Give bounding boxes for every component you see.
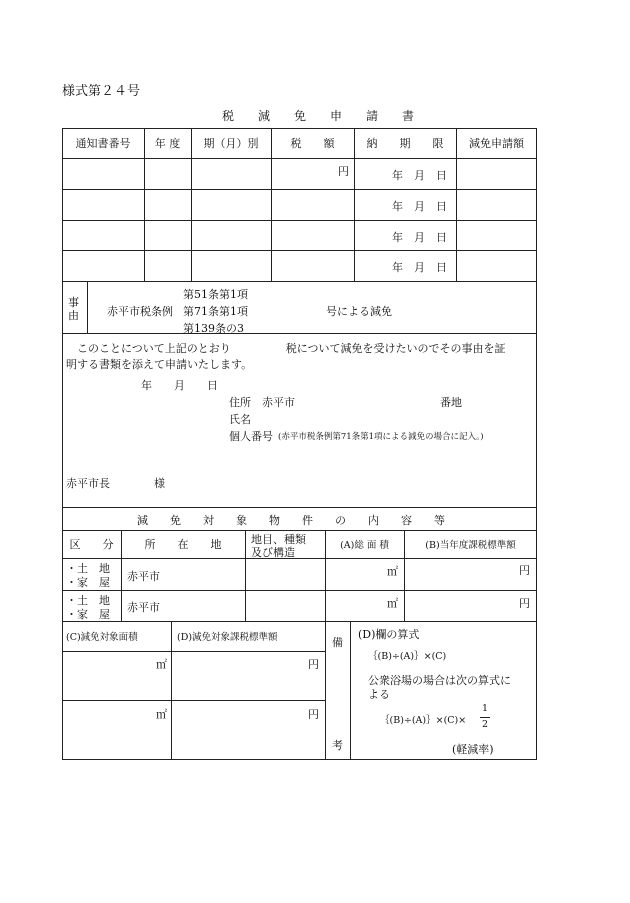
header-total-area: (A)総 面 積 — [340, 540, 389, 551]
reduction-rate-label: (軽減率) — [452, 743, 494, 756]
address-city: 赤平市 — [262, 396, 295, 409]
tax-yen-unit: 円 — [338, 165, 349, 178]
reason-article-51: 第51条第1項 — [183, 288, 248, 301]
reason-label-2: 由 — [68, 309, 79, 322]
location-city-1: 赤平市 — [127, 570, 160, 583]
header-land-type-2: 及び構造 — [251, 546, 295, 559]
page-title: 税 減 免 申 請 書 — [222, 109, 415, 123]
header-reduction-standard: (D)減免対象課税標準額 — [177, 632, 278, 643]
due-date-row-3: 年 月 日 — [392, 231, 447, 244]
category-house-2: ・家 屋 — [66, 608, 110, 621]
formula-title: (D)欄の算式 — [358, 628, 420, 641]
bath-note-2: よる — [368, 688, 390, 701]
header-tax-amount: 税 額 — [290, 137, 335, 150]
address-label: 住所 — [229, 396, 251, 409]
header-tax-standard: (B)当年度課税標準額 — [425, 540, 516, 551]
standard-yen-2: 円 — [519, 597, 530, 610]
individual-number-note: (赤平市税条例第71条第1項による減免の場合に記入。) — [278, 432, 484, 442]
header-due-date: 納 期 限 — [366, 137, 444, 150]
category-house-1: ・家 屋 — [66, 576, 110, 589]
header-reduction-area: (C)減免対象面積 — [66, 632, 138, 643]
remarks-label-1: 備 — [332, 636, 343, 649]
reduction-area-unit-1: ㎡ — [156, 658, 167, 671]
reason-suffix: 号による減免 — [326, 305, 392, 318]
reduction-standard-yen-2: 円 — [308, 708, 319, 721]
remarks-label-2: 考 — [332, 739, 343, 752]
formula-bath: ｛(B)÷(A)｝×(C)× — [380, 715, 467, 726]
header-category: 区 分 — [69, 538, 114, 551]
reduction-area-unit-2: ㎡ — [156, 708, 167, 721]
category-land-1: ・土 地 — [66, 562, 110, 575]
header-land-type-1: 地目、種類 — [251, 533, 306, 546]
form-frame — [62, 128, 537, 760]
fraction-numerator: 1 — [482, 703, 489, 714]
standard-yen-1: 円 — [519, 564, 530, 577]
due-date-row-4: 年 月 日 — [392, 261, 447, 274]
due-date-row-1: 年 月 日 — [392, 169, 447, 182]
area-unit-2: ㎡ — [387, 597, 398, 610]
due-date-row-2: 年 月 日 — [392, 200, 447, 213]
property-section-title: 減 免 対 象 物 件 の 内 容 等 — [137, 514, 445, 527]
bath-note-1: 公衆浴場の場合は次の算式に — [368, 674, 511, 687]
statement-line-1: このことについて上記のとおり 税について減免を受けたいのでその事由を証 — [66, 342, 506, 355]
address-suffix: 番地 — [440, 396, 462, 409]
mayor-addressee: 赤平市長 様 — [66, 477, 165, 490]
individual-number-label: 個人番号 — [229, 430, 273, 443]
form-number: 様式第２４号 — [62, 84, 141, 99]
name-label: 氏名 — [229, 413, 251, 426]
header-reduction-amount: 減免申請額 — [469, 137, 524, 150]
header-location: 所 在 地 — [144, 538, 222, 551]
reason-label-1: 事 — [68, 296, 79, 309]
category-land-2: ・土 地 — [66, 594, 110, 607]
reason-ordinance: 赤平市税条例 — [107, 305, 173, 318]
application-date: 年 月 日 — [141, 379, 218, 392]
reduction-standard-yen-1: 円 — [308, 658, 319, 671]
header-fiscal-year: 年 度 — [154, 137, 181, 150]
reason-article-71: 第71条第1項 — [183, 305, 248, 318]
location-city-2: 赤平市 — [127, 601, 160, 614]
header-period: 期（月）別 — [203, 137, 259, 150]
area-unit-1: ㎡ — [387, 565, 398, 578]
formula-standard: ｛(B)÷(A)｝×(C) — [368, 651, 447, 662]
fraction-denominator: 2 — [482, 719, 489, 730]
statement-line-2: 明する書類を添えて申請いたします。 — [66, 358, 253, 371]
reason-article-139: 第139条の3 — [183, 322, 244, 335]
header-notice-number: 通知書番号 — [75, 137, 131, 150]
